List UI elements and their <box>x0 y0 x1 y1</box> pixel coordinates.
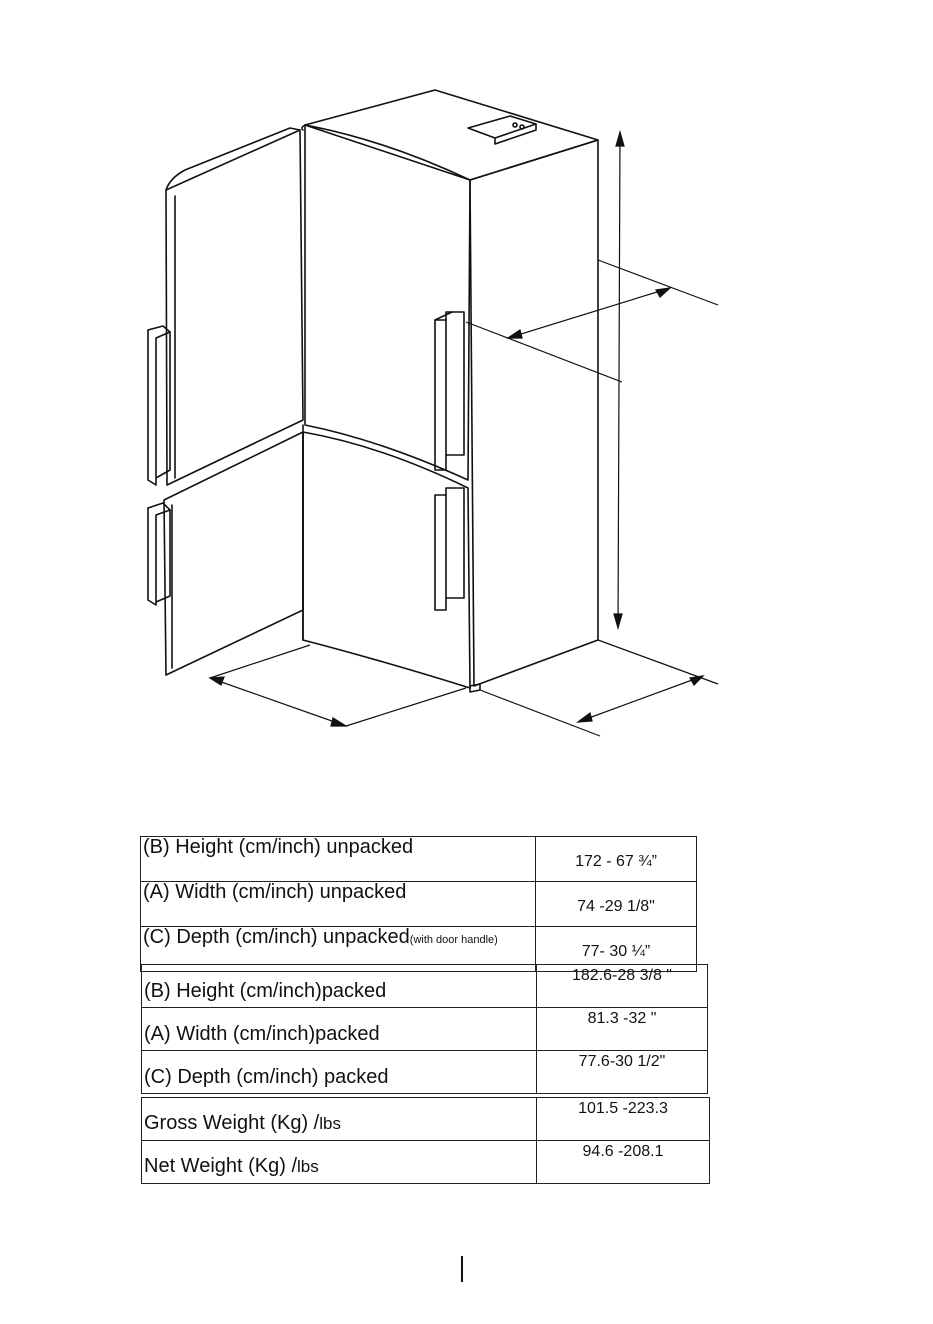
spec-label: (A) Width (cm/inch)packed <box>142 1008 537 1051</box>
spec-label-cell <box>142 1141 537 1184</box>
unpacked-dimensions-table <box>140 836 697 972</box>
spec-value: 81.3 -32 " <box>537 1008 708 1051</box>
spec-note: (with door handle) <box>409 934 498 946</box>
spec-label: (A) Width (cm/inch) unpacked <box>141 882 536 927</box>
spec-unit: lbs <box>319 1114 341 1133</box>
spec-value: 101.5 -223.3 <box>537 1098 710 1141</box>
spec-value: 94.6 -208.1 <box>537 1141 710 1184</box>
spec-value: 77- 30 ¼” <box>536 927 697 972</box>
spec-value: 182.6-28 3/8 " <box>537 965 708 1008</box>
weight-table <box>141 1097 710 1184</box>
table-row <box>141 837 697 882</box>
table-row <box>142 1051 708 1094</box>
front-handle-upper <box>435 312 464 470</box>
spec-label: (C) Depth (cm/inch) packed <box>142 1051 537 1094</box>
spec-unit: lbs <box>297 1157 319 1176</box>
spec-label: (B) Height (cm/inch)packed <box>142 965 537 1008</box>
spec-label-cell <box>142 1098 537 1141</box>
spec-value: 77.6-30 1/2" <box>537 1051 708 1094</box>
spec-label: Gross Weight (Kg) / <box>144 1112 320 1134</box>
packed-dimensions-table <box>141 964 708 1094</box>
open-lower-door <box>164 432 303 675</box>
table-row <box>142 1098 710 1141</box>
spec-label: (B) Height (cm/inch) unpacked <box>141 837 536 882</box>
cabinet-side <box>470 140 598 686</box>
spec-label: (C) Depth (cm/inch) unpacked <box>143 926 410 948</box>
spec-value: 74 -29 1/8" <box>536 882 697 927</box>
table-row <box>141 882 697 927</box>
open-upper-door <box>166 130 303 485</box>
page-marker <box>461 1256 463 1282</box>
table-row <box>142 965 708 1008</box>
table-row <box>142 1008 708 1051</box>
table-row <box>142 1141 710 1184</box>
door-handle-lower <box>148 503 170 605</box>
spec-label: Net Weight (Kg) / <box>144 1155 298 1177</box>
front-handle-lower <box>435 488 464 610</box>
spec-value: 172 - 67 ¾” <box>536 837 697 882</box>
